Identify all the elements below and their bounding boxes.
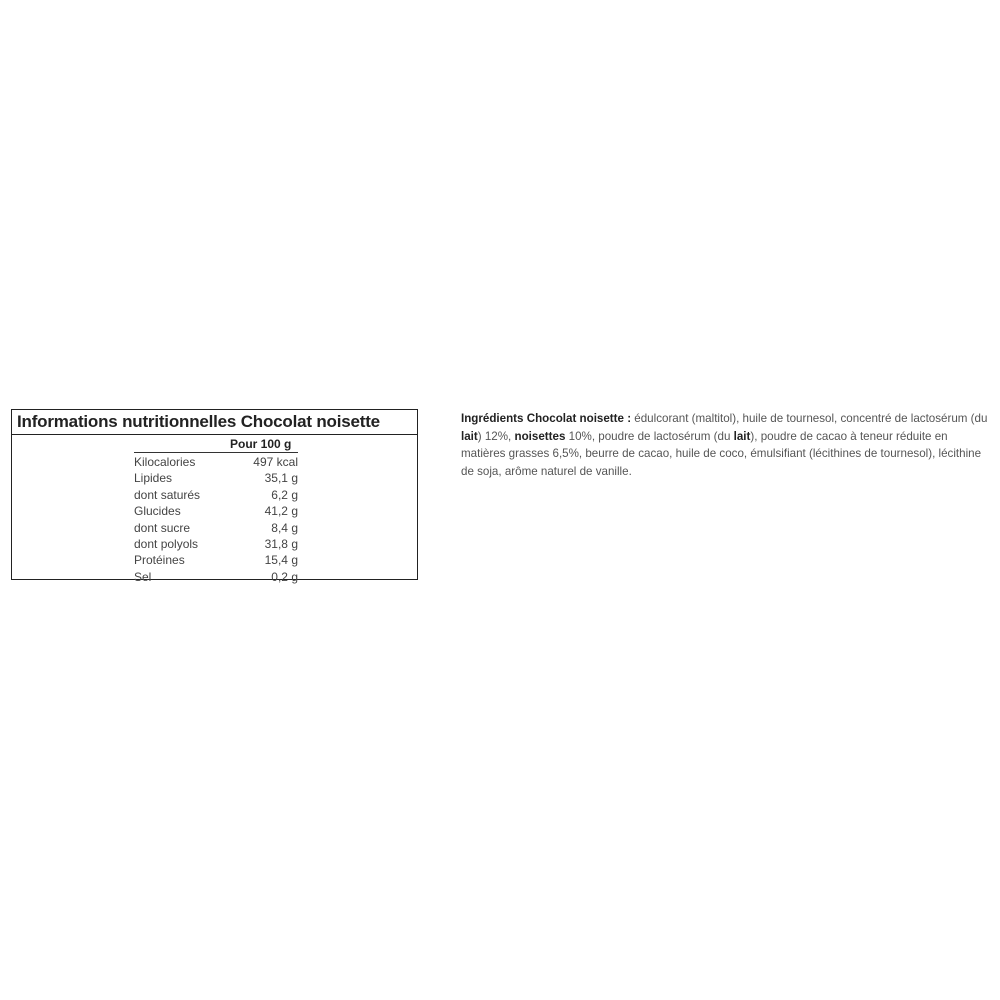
nutrient-value: 35,1 g — [264, 471, 298, 486]
nutrition-rows — [134, 454, 298, 585]
nutrition-title: Informations nutritionnelles Chocolat noisette — [17, 412, 380, 431]
nutrient-value: 31,8 g — [264, 536, 298, 551]
nutrition-table — [11, 409, 418, 584]
nutrient-value: 497 kcal — [253, 455, 298, 469]
nutrition-row-lipides — [134, 470, 298, 486]
ingredients-segment: édulcorant (maltitol), huile de tournesol, concentré de lactosérum (du — [631, 412, 988, 425]
nutrient-label: dont polyols — [134, 536, 199, 551]
allergen-lait: lait — [461, 429, 478, 443]
nutrient-value: 15,4 g — [264, 553, 298, 568]
nutrition-row-sel — [134, 569, 298, 585]
title-divider — [12, 434, 417, 435]
nutrition-row-satures — [134, 487, 298, 503]
nutrition-row-sucre — [134, 520, 298, 536]
nutrient-value: 0,2 g — [271, 569, 298, 584]
nutrient-label: dont saturés — [134, 487, 201, 502]
header-divider — [134, 452, 298, 453]
allergen-lait: lait — [733, 429, 751, 443]
allergen-noisettes: noisettes — [514, 429, 566, 443]
nutrition-row-glucides — [134, 503, 298, 519]
nutrition-row-polyols — [134, 536, 298, 552]
nutrient-label: Sel — [134, 569, 152, 584]
ingredients-segment: ) 12%, — [477, 429, 515, 443]
nutrient-label: dont sucre — [134, 520, 191, 535]
nutrient-value: 41,2 g — [264, 504, 298, 519]
nutrient-label: Protéines — [134, 553, 185, 568]
ingredients-segment: ), poudre de cacao à teneur réduite en matières grasses 6,5%, beurre de cacao, huile de coco, émulsifiant (lécithines de tournesol), lécithine de soja, arôme naturel de vanille. — [461, 429, 982, 478]
ingredients-heading: Ingrédients Chocolat noisette : — [461, 412, 632, 425]
nutrition-row-kilocalories — [134, 454, 298, 470]
ingredients-text — [461, 410, 993, 480]
nutrient-value: 8,4 g — [271, 520, 298, 535]
nutrient-label: Lipides — [134, 471, 173, 486]
nutrient-label: Glucides — [134, 504, 181, 519]
nutrient-value: 6,2 g — [271, 487, 298, 502]
column-header: Pour 100 g — [230, 437, 292, 451]
nutrient-label: Kilocalories — [134, 455, 196, 469]
ingredients-segment: 10%, poudre de lactosérum (du — [565, 429, 734, 443]
nutrition-row-proteines — [134, 552, 298, 568]
